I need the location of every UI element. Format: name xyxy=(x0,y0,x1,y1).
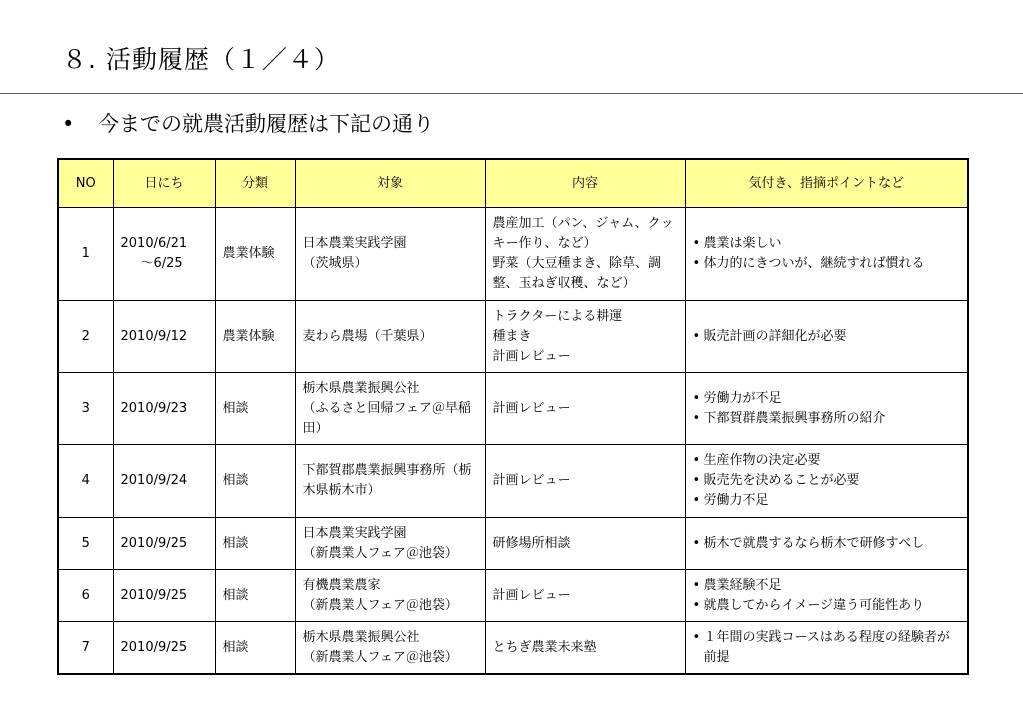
row-notes xyxy=(685,301,968,373)
slide-title: ８. 活動履歴（１／４） xyxy=(62,45,340,74)
content-line: 計画レビュー xyxy=(492,473,571,488)
note-item: • 生産作物の決定必要 xyxy=(693,451,961,471)
table-row xyxy=(58,373,968,445)
row-target xyxy=(295,570,485,622)
header-notes: 気付き、指摘ポイントなど xyxy=(685,159,968,208)
row-notes xyxy=(685,373,968,445)
bullet-dot-icon: • xyxy=(62,112,75,136)
row-content xyxy=(485,208,685,301)
row-date xyxy=(113,208,215,301)
target-line: 栃木県農業振興公社 xyxy=(302,380,420,396)
row-target xyxy=(295,445,485,518)
row-content xyxy=(485,518,685,570)
row-notes xyxy=(685,208,968,301)
target-line: （茨城県） xyxy=(302,256,368,271)
row-content xyxy=(485,301,685,373)
target-line: （新農業人フェア＠池袋） xyxy=(302,649,458,665)
row-notes xyxy=(685,622,968,675)
row-category: 農業体験 xyxy=(215,301,295,373)
note-item: • 販売計画の詳細化が必要 xyxy=(693,327,961,347)
row-category: 相談 xyxy=(215,570,295,622)
note-item: • 農業経験不足 xyxy=(693,576,961,596)
row-no: 4 xyxy=(58,445,113,518)
row-content xyxy=(485,373,685,445)
date-end: ～6/25 xyxy=(140,256,183,271)
target-line: 有機農業農家 xyxy=(302,577,381,593)
target-line: （新農業人フェア＠池袋） xyxy=(302,597,458,613)
date-start: 2010/6/21 xyxy=(120,236,188,251)
row-date: 2010/9/25 xyxy=(113,518,215,570)
row-target xyxy=(295,373,485,445)
content-line: 種まき xyxy=(492,328,532,344)
content-line: 農産加工（パン、ジャム、クッキー作り、など） xyxy=(492,216,674,251)
target-line: 栃木県農業振興公社 xyxy=(302,629,420,645)
row-category: 相談 xyxy=(215,445,295,518)
row-date: 2010/9/12 xyxy=(113,301,215,373)
table-row xyxy=(58,208,968,301)
target-line: （ふるさと回帰フェア＠早稲田） xyxy=(302,400,471,436)
note-item: • １年間の実践コースはある程度の経験者が前提 xyxy=(693,628,961,668)
row-target xyxy=(295,208,485,301)
target-line: 日本農業実践学園 xyxy=(302,525,407,541)
row-target xyxy=(295,622,485,675)
row-category: 農業体験 xyxy=(215,208,295,301)
row-date: 2010/9/24 xyxy=(113,445,215,518)
row-date: 2010/9/23 xyxy=(113,373,215,445)
row-date: 2010/9/25 xyxy=(113,622,215,675)
row-no: 2 xyxy=(58,301,113,373)
row-target xyxy=(295,518,485,570)
note-item: • 販売先を決めることが必要 xyxy=(693,471,961,491)
content-line: 計画レビュー xyxy=(492,587,571,603)
table-header-row xyxy=(58,159,968,208)
content-line: 計画レビュー xyxy=(492,400,571,416)
activity-history-table xyxy=(57,158,969,675)
row-no: 1 xyxy=(58,208,113,301)
row-no: 5 xyxy=(58,518,113,570)
row-content xyxy=(485,570,685,622)
target-line: （新農業人フェア＠池袋） xyxy=(302,545,458,561)
header-date: 日にち xyxy=(113,159,215,208)
row-notes xyxy=(685,518,968,570)
note-item: • 下都賀群農業振興事務所の紹介 xyxy=(693,409,961,429)
intro-bullet xyxy=(62,108,434,138)
content-line: とちぎ農業未来塾 xyxy=(492,639,597,655)
row-no: 3 xyxy=(58,373,113,445)
table-row xyxy=(58,518,968,570)
row-content xyxy=(485,622,685,675)
row-category: 相談 xyxy=(215,373,295,445)
content-line: 計画レビュー xyxy=(492,348,571,364)
row-category: 相談 xyxy=(215,622,295,675)
content-line: 野菜（大豆種まき、除草、調整、玉ねぎ収穫、など） xyxy=(492,256,661,291)
table-row xyxy=(58,570,968,622)
row-target xyxy=(295,301,485,373)
note-item: • 労働力が不足 xyxy=(693,389,961,409)
target-line: 下都賀郡農業振興事務所（栃木県栃木市） xyxy=(302,463,472,498)
note-item: • 農業は楽しい xyxy=(693,234,961,254)
table-row xyxy=(58,301,968,373)
title-divider xyxy=(0,93,1023,94)
row-no: 6 xyxy=(58,570,113,622)
content-line: トラクターによる耕運 xyxy=(492,308,623,324)
row-notes xyxy=(685,570,968,622)
row-no: 7 xyxy=(58,622,113,675)
note-item: • 栃木で就農するなら栃木で研修すべし xyxy=(693,534,961,554)
target-line: 日本農業実践学園 xyxy=(302,236,407,251)
row-notes xyxy=(685,445,968,518)
header-category: 分類 xyxy=(215,159,295,208)
table-row xyxy=(58,445,968,518)
header-no: NO xyxy=(58,159,113,208)
note-item: • 体力的にきついが、継続すれば慣れる xyxy=(693,254,961,274)
note-item: • 就農してからイメージ違う可能性あり xyxy=(693,596,961,616)
note-item: • 労働力不足 xyxy=(693,491,961,511)
header-target: 対象 xyxy=(295,159,485,208)
row-category: 相談 xyxy=(215,518,295,570)
row-content xyxy=(485,445,685,518)
content-line: 研修場所相談 xyxy=(492,535,571,551)
row-date: 2010/9/25 xyxy=(113,570,215,622)
intro-text: 今までの就農活動履歴は下記の通り xyxy=(98,112,434,136)
header-content: 内容 xyxy=(485,159,685,208)
target-line: 麦わら農場（千葉県） xyxy=(302,328,433,344)
table-row xyxy=(58,622,968,675)
